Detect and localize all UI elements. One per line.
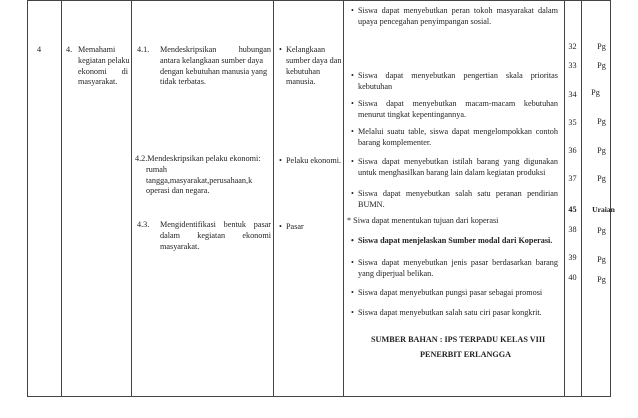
kd-line: Mengidentifikasi bentuk pasar: [160, 220, 271, 229]
materi-line: • Pelaku ekonomi.: [286, 156, 342, 165]
indikator-line: • Siswa dapat menyebutkan salah satu peranan pendirian: [358, 189, 558, 198]
sk-line: Memahami: [78, 45, 116, 54]
col-border-3: [131, 0, 132, 397]
col-border-6: [564, 0, 565, 397]
nomor-soal: 36: [568, 146, 577, 155]
col-border-2: [61, 0, 62, 397]
kd-line: tidak terbatas.: [160, 77, 206, 87]
bentuk-soal: Pg: [597, 117, 606, 126]
sk-text: [78, 45, 128, 88]
kd-line: antara kelangkaan sumber daya: [160, 55, 263, 65]
indikator-line: • Siswa dapat menyebutkan pungsi pasar sebagai promosi: [358, 288, 543, 297]
nomor-soal: 39: [568, 253, 577, 262]
kd-1-number: 4.1.: [137, 45, 150, 54]
indikator-1: [358, 6, 558, 28]
bentuk-soal: Pg: [597, 146, 606, 155]
materi-2: [286, 156, 341, 167]
indikator-line: barang komplementer.: [358, 137, 432, 147]
indikator-line: yang diperjual belikan.: [358, 268, 434, 278]
indikator-line: • Siswa dapat menyebutkan macam-macam kebutuhan: [358, 99, 558, 108]
materi-1: [286, 45, 341, 88]
row-number: 4: [37, 45, 42, 54]
indikator-line: menurut tingkat kepentingannya.: [358, 109, 467, 119]
indikator-line: • Siswa dapat menjelaskan Sumber modal dari Koperasi.: [358, 236, 553, 245]
indikator-11: [358, 308, 558, 319]
nomor-soal: 45: [568, 205, 577, 214]
penerbit: PENERBIT ERLANGGA: [420, 350, 512, 359]
kd-3: [160, 220, 271, 252]
bentuk-soal: Pg: [597, 61, 606, 70]
indikator-line: • Siswa dapat menyebutkan pengertian skala prioritas: [358, 71, 558, 80]
indikator-line: • Melalui suatu table, siswa dapat mengelompokkan contoh: [358, 127, 558, 136]
sk-line: masyarakat.: [78, 77, 118, 87]
bentuk-soal: Uraian: [592, 205, 615, 214]
col-border-8: [610, 0, 611, 397]
bentuk-soal: Pg: [597, 255, 606, 264]
materi-line: kebutuhan: [286, 66, 321, 76]
indikator-9: [358, 258, 558, 280]
bentuk-soal: Pg: [597, 275, 606, 284]
indikator-5: [358, 157, 558, 179]
indikator-7: * Siwa dapat menentukan tujuan dari koperasi: [347, 216, 499, 225]
indikator-line: kebutuhan: [358, 81, 393, 91]
materi-3: [286, 222, 304, 233]
kd-line: rumah: [146, 164, 167, 174]
kd-line: operasi dan negara.: [146, 186, 210, 196]
sk-line: ekonomi di: [78, 66, 128, 76]
sk-line: kegiatan pelaku: [78, 55, 130, 65]
materi-line: sumber daya dan: [286, 55, 342, 65]
row-border-bottom: [27, 396, 610, 397]
materi-line: • Kelangkaan: [286, 45, 326, 54]
bentuk-soal: Pg: [597, 42, 606, 51]
indikator-10: [358, 288, 558, 299]
kd-line: tangga,masyarakat,perusahaan,k: [146, 175, 253, 185]
materi-line: • Pasar: [286, 222, 304, 231]
bentuk-soal: Pg: [597, 226, 606, 235]
col-border-1: [27, 0, 28, 397]
kd-line: dalam kegiatan ekonomi: [160, 230, 271, 240]
indikator-6: [358, 189, 558, 211]
indikator-line: • Siswa dapat menyebutkan jenis pasar berdasarkan barang: [358, 258, 558, 267]
indikator-line: • Siswa dapat menyebutkan istilah barang yang digunakan: [358, 157, 558, 166]
kd-line: Mendeskripsikan hubungan: [160, 45, 271, 54]
indikator-line: upaya pencegahan penyimpangan sosial.: [358, 16, 492, 26]
indikator-2: [358, 71, 558, 93]
kd-line: 4.2.Mendeskripsikan pelaku ekonomi:: [135, 154, 261, 163]
nomor-soal: 37: [568, 174, 577, 183]
col-border-4: [273, 0, 274, 397]
kd-line: masyarakat.: [160, 241, 200, 251]
nomor-soal: 33: [568, 61, 577, 70]
kd-line: dengan kebutuhan manusia yang: [160, 66, 268, 76]
nomor-soal: 34: [568, 90, 577, 99]
row-border-top: [27, 0, 610, 1]
kd-2: [135, 154, 272, 197]
bentuk-soal: Pg: [591, 88, 600, 97]
indikator-3: [358, 99, 558, 121]
sk-number: 4.: [66, 45, 73, 54]
nomor-soal: 40: [568, 273, 577, 282]
indikator-line: • Siswa dapat menyebutkan peran tokoh masyarakat dalam: [358, 6, 558, 15]
kd-1: [160, 45, 271, 88]
indikator-8: [358, 236, 558, 247]
materi-line: manusia.: [286, 77, 316, 87]
indikator-line: untuk menghasilkan barang lain dalam kegiatan produksi: [358, 167, 546, 177]
nomor-soal: 35: [568, 118, 577, 127]
col-border-7: [581, 0, 582, 397]
indikator-line: BUMN.: [358, 199, 385, 209]
nomor-soal: 38: [568, 225, 577, 234]
col-border-5: [343, 0, 344, 397]
indikator-line: • Siswa dapat menyebutkan salah satu ciri pasar kongkrit.: [358, 308, 542, 317]
bentuk-soal: Pg: [597, 174, 606, 183]
nomor-soal: 32: [568, 42, 577, 51]
indikator-4: [358, 127, 558, 149]
sumber-bahan: SUMBER BAHAN : IPS TERPADU KELAS VIII: [371, 335, 546, 344]
kd-3-number: 4.3.: [137, 220, 150, 229]
